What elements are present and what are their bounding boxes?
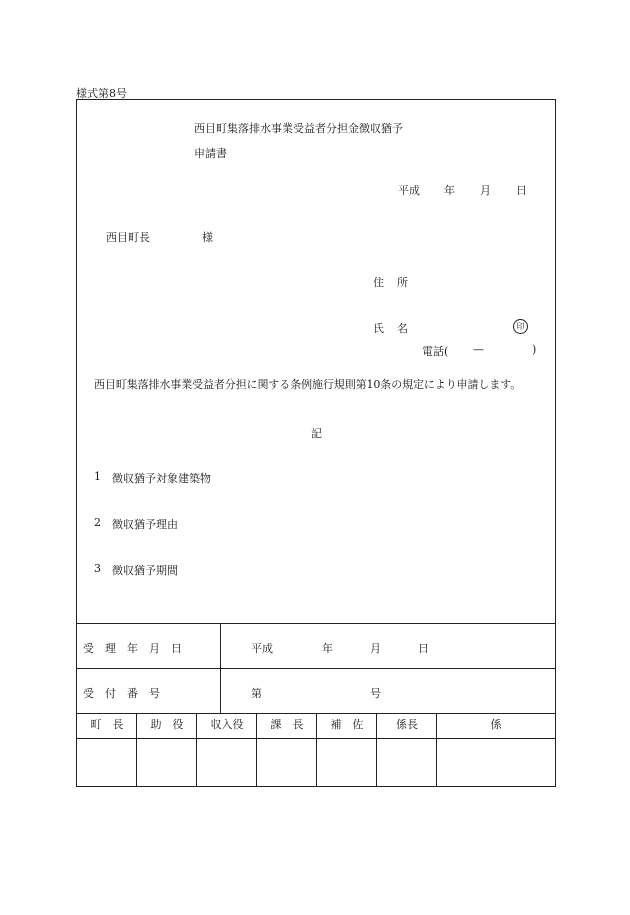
receipt-month-unit: 月 — [370, 642, 381, 655]
form-title-line2: 申請書 — [194, 147, 227, 160]
addressee-honorific: 様 — [202, 231, 213, 244]
application-form — [76, 99, 556, 787]
date-month-unit: 月 — [480, 184, 491, 197]
address-label-2: 所 — [397, 276, 408, 289]
receipt-label: 受 理 年 月 日 — [83, 642, 182, 655]
item-1-number: 1 — [94, 470, 101, 483]
name-label-2: 名 — [397, 322, 408, 335]
item-2-label: 徴収猶予理由 — [112, 518, 178, 531]
approval-header-deputy: 助 役 — [150, 718, 184, 731]
phone-close: ) — [532, 343, 537, 356]
seal-circle: 印 — [513, 319, 528, 334]
item-1-label: 徴収猶予対象建築物 — [112, 472, 211, 485]
approval-header-treasurer: 収入役 — [210, 718, 244, 731]
approval-header-section-chief: 課 長 — [270, 718, 304, 731]
item-3-number: 3 — [94, 562, 101, 575]
date-era: 平成 — [398, 184, 420, 197]
approval-header-subsection-chief: 係長 — [396, 718, 418, 731]
form-title-line1: 西目町集落排水事業受益者分担金徴収猶予 — [194, 122, 403, 135]
approval-header-assistant: 補 佐 — [330, 718, 364, 731]
phone-dash: — — [473, 343, 484, 356]
receipt-number-suffix: 号 — [370, 687, 381, 700]
phone-label: 電話( — [422, 345, 449, 358]
ki-heading: 記 — [311, 427, 322, 440]
receipt-year-unit: 年 — [322, 642, 333, 655]
receipt-day-unit: 日 — [418, 642, 429, 655]
body-text: 西目町集落排水事業受益者分担に関する条例施行規則第10条の規定により申請します。 — [94, 378, 522, 391]
item-3-label: 徴収猶予期間 — [112, 564, 178, 577]
approval-header-mayor: 町 長 — [90, 718, 124, 731]
date-day-unit: 日 — [516, 184, 527, 197]
divider-office-top — [77, 623, 555, 624]
address-label-1: 住 — [373, 276, 384, 289]
date-year-unit: 年 — [444, 184, 455, 197]
divider-office-vertical — [220, 623, 221, 713]
seal-mark — [513, 319, 528, 334]
approval-header-staff: 係 — [490, 718, 502, 731]
receipt-number-label: 受 付 番 号 — [83, 687, 160, 700]
name-label-1: 氏 — [373, 322, 384, 335]
item-2-number: 2 — [94, 516, 101, 529]
addressee-name: 西目町長 — [106, 231, 150, 244]
divider-office-middle — [77, 668, 555, 669]
receipt-number-prefix: 第 — [251, 687, 262, 700]
receipt-era: 平成 — [251, 642, 273, 655]
form-number: 様式第8号 — [76, 87, 127, 100]
